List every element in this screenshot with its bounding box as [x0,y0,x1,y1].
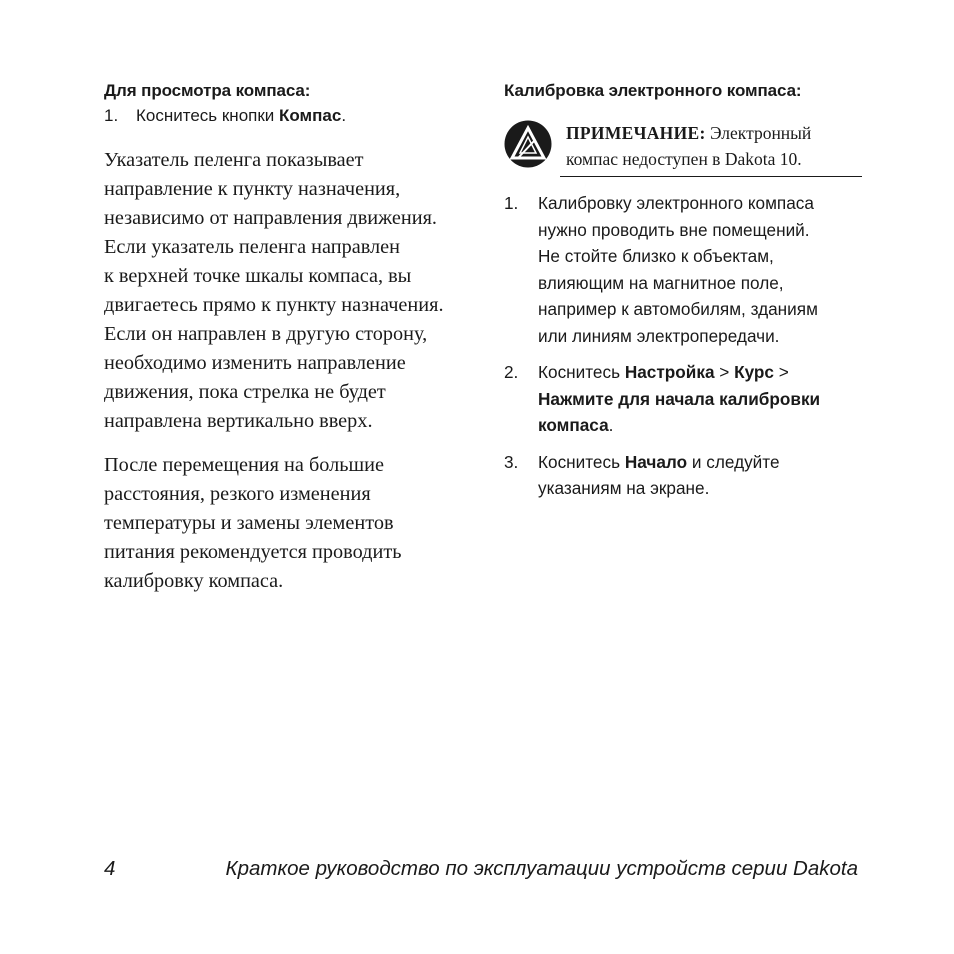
warning-triangle-icon [504,120,552,168]
step-line: влияющим на магнитное поле, [538,272,784,293]
note-divider [560,176,862,177]
view-compass-step-1 [104,104,474,128]
step-text-prefix: Коснитесь [538,362,625,382]
note-box [504,117,864,179]
calibration-step-2 [504,359,864,439]
note-line-2: компас недоступен в Dakota 10. [566,149,802,169]
step-line: Не стойте близко к объектам, [538,246,774,266]
step-line: указаниям на экране. [538,478,710,498]
step-line: Калибровку электронного компаса [538,193,814,213]
start-button-label: Начало [624,451,688,472]
step-text-prefix: Коснитесь кнопки [136,106,280,125]
step-line [538,386,820,413]
note-label: ПРИМЕЧАНИЕ: [566,123,706,143]
step-line: например к автомобилям, зданиям [538,299,818,319]
note-text [566,120,811,172]
step-line [538,359,820,386]
start-calibration-label: Нажмите для начала калибровки [538,388,821,409]
step-text-prefix: Коснитесь [538,451,625,472]
step-number: 1. [104,106,119,125]
menu-separator: > [774,362,789,382]
right-column [504,80,864,512]
paragraph-line: направлена вертикально вверх. [104,410,373,432]
step-text-suffix: и следуйте [687,451,780,472]
step-line [538,412,820,439]
footer-title: Краткое руководство по эксплуатации устройств серии Dakota [225,857,858,880]
step-number: 2. [504,362,519,382]
paragraph-line: расстояния, резкого изменения [104,483,371,505]
paragraph-line: двигаетесь прямо к пункту назначения. [104,294,444,316]
paragraph-line: движения, пока стрелка не будет [104,381,386,403]
step-text [538,190,818,349]
settings-menu-label: Настройка [624,362,715,382]
page-number: 4 [104,857,116,880]
calibration-step-3 [504,449,864,502]
step-line [538,449,780,476]
paragraph-line: питания рекомендуется проводить [104,541,402,563]
paragraph-line: Если указатель пеленга направлен [104,236,401,258]
paragraph-line: независимо от направления движения. [104,207,437,229]
paragraph-line: к верхней точке шкалы компаса, вы [104,265,412,287]
step-line: или линиям электропередачи. [538,325,780,346]
left-column [104,80,474,596]
paragraph-line: Если он направлен в другую сторону, [104,323,428,345]
compass-button-label: Компас [279,106,342,125]
start-calibration-label-cont: компаса [538,415,609,435]
bearing-pointer-paragraph [104,146,474,436]
step-text-suffix: . [341,106,347,125]
step-line: нужно проводить вне помещений. [538,219,810,240]
note-text-part: Электронный [705,123,812,143]
heading-menu-label: Курс [734,362,774,382]
calibrate-compass-heading: Калибровка электронного компаса: [504,81,802,100]
step-text [538,359,820,439]
step-number: 1. [504,193,519,213]
step-text [538,449,780,502]
step-text [136,104,346,128]
calibration-advice-paragraph [104,451,474,596]
note-line-1 [566,120,811,146]
calibration-steps [504,190,864,502]
menu-separator: > [714,362,735,382]
step-text-suffix: . [608,415,614,435]
paragraph-line: температуры и замены элементов [104,512,394,534]
paragraph-line: необходимо изменить направление [104,352,406,374]
paragraph-line: калибровку компаса. [104,570,284,592]
paragraph-line: направление к пункту назначения, [104,178,401,200]
calibration-step-1 [504,190,864,349]
view-compass-heading: Для просмотра компаса: [104,81,311,100]
paragraph-line: После перемещения на большие [104,454,385,476]
step-number: 3. [504,451,519,472]
paragraph-line: Указатель пеленга показывает [104,149,364,171]
